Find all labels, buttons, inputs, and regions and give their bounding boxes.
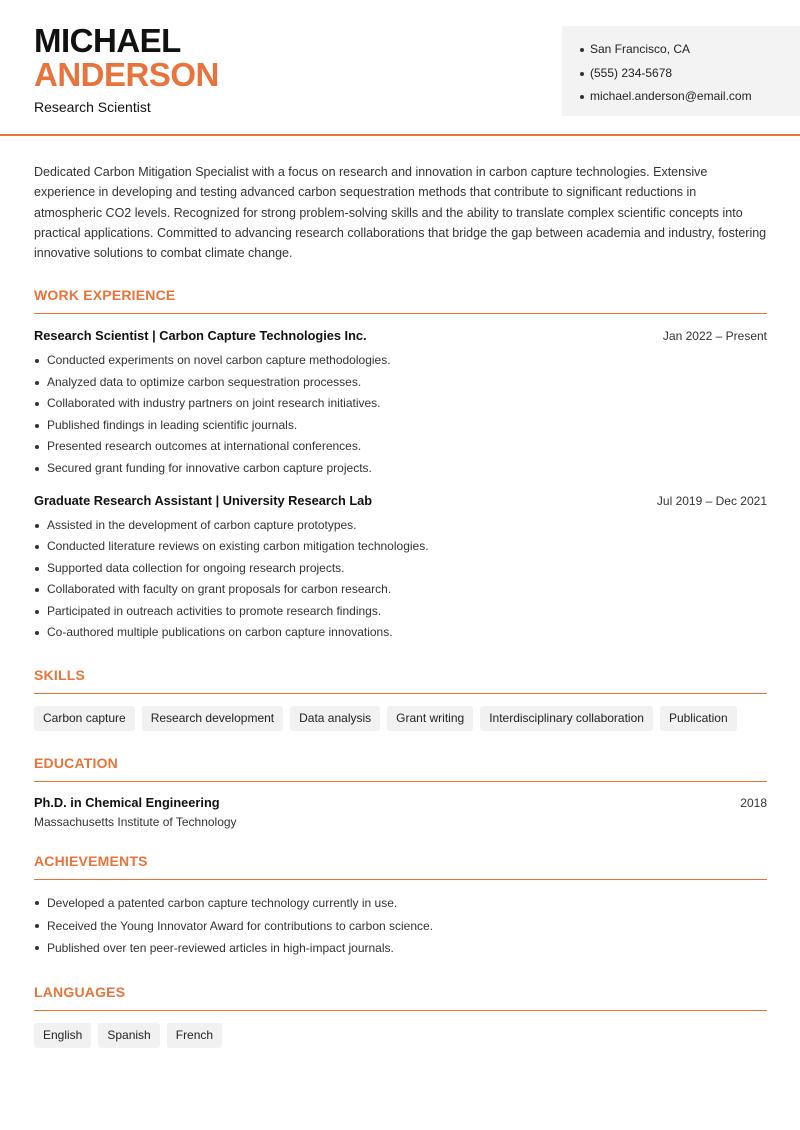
last-name: ANDERSON <box>34 56 219 93</box>
education-entry <box>34 795 767 829</box>
skill-chip: Carbon capture <box>34 706 135 731</box>
list-item: Presented research outcomes at international conferences. <box>34 436 767 457</box>
list-item: Participated in outreach activities to promote research findings. <box>34 601 767 622</box>
job-title: Graduate Research Assistant | University Research Lab <box>34 492 373 508</box>
list-item: Secured grant funding for innovative carbon capture projects. <box>34 458 767 479</box>
contact-phone: (555) 234-5678 <box>580 62 800 86</box>
list-item: Analyzed data to optimize carbon sequestration processes. <box>34 372 767 393</box>
achievements-list <box>34 892 767 960</box>
job-bullets <box>34 350 767 478</box>
list-item: Assisted in the development of carbon capture prototypes. <box>34 515 767 536</box>
section-title-skills: SKILLS <box>34 667 767 694</box>
list-item: Collaborated with faculty on grant proposals for carbon research. <box>34 579 767 600</box>
resume-header <box>0 0 800 136</box>
skill-chip: Data analysis <box>290 706 380 731</box>
skill-chip: Publication <box>660 706 737 731</box>
candidate-name <box>34 24 219 92</box>
degree: Ph.D. in Chemical Engineering <box>34 795 220 811</box>
section-title-work-experience: WORK EXPERIENCE <box>34 287 767 314</box>
graduation-year: 2018 <box>740 796 767 811</box>
list-item: Published findings in leading scientific journals. <box>34 415 767 436</box>
contact-box <box>562 26 800 116</box>
list-item: Conducted literature reviews on existing carbon mitigation technologies. <box>34 536 767 557</box>
section-title-achievements: ACHIEVEMENTS <box>34 853 767 880</box>
job-title: Research Scientist | Carbon Capture Technologies Inc. <box>34 328 367 344</box>
job-entry <box>34 328 767 478</box>
skill-chip: Grant writing <box>387 706 473 731</box>
languages-list <box>34 1023 767 1048</box>
contact-location: San Francisco, CA <box>580 38 800 62</box>
resume-body <box>34 162 767 1048</box>
list-item: Supported data collection for ongoing research projects. <box>34 558 767 579</box>
language-chip: French <box>167 1023 222 1048</box>
school: Massachusetts Institute of Technology <box>34 815 237 830</box>
list-item: Published over ten peer-reviewed articles in high-impact journals. <box>34 937 767 960</box>
job-dates: Jul 2019 – Dec 2021 <box>656 493 767 508</box>
contact-email[interactable]: michael.anderson@email.com <box>580 85 800 109</box>
job-bullets <box>34 515 767 643</box>
job-title: Research Scientist <box>34 99 151 115</box>
section-title-languages: LANGUAGES <box>34 984 767 1011</box>
language-chip: English <box>34 1023 91 1048</box>
list-item: Co-authored multiple publications on carbon capture innovations. <box>34 622 767 643</box>
job-entry <box>34 493 767 643</box>
list-item: Collaborated with industry partners on joint research initiatives. <box>34 393 767 414</box>
list-item: Received the Young Innovator Award for contributions to carbon science. <box>34 915 767 938</box>
section-title-education: EDUCATION <box>34 755 767 782</box>
first-name: MICHAEL <box>34 22 181 59</box>
job-dates: Jan 2022 – Present <box>662 329 767 344</box>
skills-list <box>34 706 767 731</box>
language-chip: Spanish <box>98 1023 159 1048</box>
list-item: Conducted experiments on novel carbon capture methodologies. <box>34 350 767 371</box>
skill-chip: Interdisciplinary collaboration <box>480 706 653 731</box>
list-item: Developed a patented carbon capture technology currently in use. <box>34 892 767 915</box>
skill-chip: Research development <box>142 706 283 731</box>
summary: Dedicated Carbon Mitigation Specialist with a focus on research and innovation in carbon capture technologies. Extensive experience in developing and testing advanced carbon sequestration methods that contribute to significant reductions in atmospheric CO2 levels. Recognized for strong problem-solving skills and the ability to translate complex scientific concepts into practical applications. Committed to advancing research collaborations that bridge the gap between academia and industry, fostering innovative solutions to combat climate change. <box>34 165 767 261</box>
